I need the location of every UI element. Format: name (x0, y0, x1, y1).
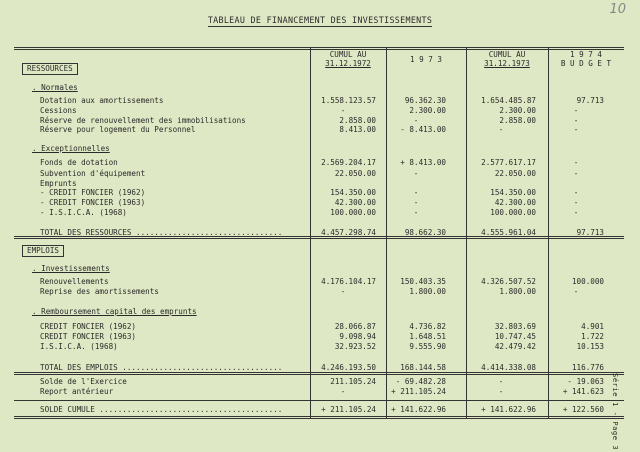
page-title: TABLEAU DE FINANCEMENT DES INVESTISSEMENTS (207, 15, 433, 25)
cell-c4: - (573, 158, 579, 167)
cell-c2: 1.800.00 (409, 287, 446, 296)
cell-c4: - (573, 208, 579, 217)
cell-c2: 2.300.00 (409, 106, 446, 115)
cell-c1: 1.558.123.57 (321, 96, 376, 105)
cell-c2: + 211.105.24 (391, 387, 446, 396)
cell-c2: - (413, 169, 419, 178)
row-label: - I.S.I.C.A. (1968) (40, 208, 127, 217)
cell-c3: - (498, 377, 504, 386)
cell-c3: 10.747.45 (494, 332, 536, 341)
cell-c4: 100.000 (571, 277, 604, 286)
cell-c1: 4.246.193.50 (321, 363, 376, 372)
cell-c4: 10.153 (576, 342, 604, 351)
cell-c4: - (573, 106, 579, 115)
cell-c1: 28.066.87 (334, 322, 376, 331)
cell-c1: 42.300.00 (334, 198, 376, 207)
cell-c3: 42.300.00 (494, 198, 536, 207)
cell-c4: - (573, 287, 579, 296)
cell-c3: 1.654.485.87 (481, 96, 536, 105)
cell-c3: 42.479.42 (494, 342, 536, 351)
cell-c3: 2.858.00 (499, 116, 536, 125)
cell-c4: + 122.560 (562, 405, 604, 414)
cell-c2: 150.403.35 (400, 277, 446, 286)
row-label: - CREDIT FONCIER (1963) (40, 198, 146, 207)
cell-c2: 98.662.30 (404, 228, 446, 237)
cell-c4: - 19.063 (567, 377, 604, 386)
cell-c3: 4.326.507.52 (481, 277, 536, 286)
row-label: Reprise des amortissements (40, 287, 159, 296)
cell-c2: 168.144.58 (400, 363, 446, 372)
row-label: Renouvellements (40, 277, 109, 286)
row-label: Report antérieur (40, 387, 114, 396)
cell-c2: 96.362.30 (404, 96, 446, 105)
row-label: - CREDIT FONCIER (1962) (40, 188, 146, 197)
cell-c4: - (573, 116, 579, 125)
row-label: TOTAL DES EMPLOIS ................................... (40, 363, 283, 372)
cell-c3: 2.300.00 (499, 106, 536, 115)
cell-c3: 4.555.961.04 (481, 228, 536, 237)
cell-c4: + 141.623 (562, 387, 604, 396)
column-header-budget-1974: 1 9 7 4 B U D G E T (560, 50, 612, 68)
section-heading: . Investissements (32, 264, 110, 273)
cell-c2: - 69.482.28 (395, 377, 446, 386)
cell-c4: 97.713 (576, 96, 604, 105)
emplois-label: EMPLOIS (22, 245, 64, 257)
cell-c1: - (340, 287, 346, 296)
page-number: 10 (609, 2, 626, 17)
cell-c1: 211.105.24 (330, 377, 376, 386)
section-heading: . Normales (32, 83, 78, 92)
cell-c4: - (573, 188, 579, 197)
cell-c2: - (413, 198, 419, 207)
cell-c1: 4.457.298.74 (321, 228, 376, 237)
row-label: Solde de l'Exercice (40, 377, 127, 386)
cell-c3: + 141.622.96 (481, 405, 536, 414)
cell-c1: - (340, 387, 346, 396)
row-label: Réserve de renouvellement des immobilisations (40, 116, 246, 125)
row-label: Subvention d'équipement (40, 169, 146, 178)
cell-c1: 100.000.00 (330, 208, 376, 217)
cell-c3: 22.050.00 (494, 169, 536, 178)
row-label: Réserve pour logement du Personnel (40, 125, 196, 134)
cell-c2: 4.736.82 (409, 322, 446, 331)
row-label: Emprunts (40, 179, 77, 188)
cell-c2: + 8.413.00 (400, 158, 446, 167)
column-header-1973: 1 9 7 3 (409, 55, 442, 64)
cell-c3: 32.803.69 (494, 322, 536, 331)
row-label: CREDIT FONCIER (1962) (40, 322, 137, 331)
cell-c2: 1.648.51 (409, 332, 446, 341)
cell-c4: - (573, 125, 579, 134)
cell-c3: 1.800.00 (499, 287, 536, 296)
cell-c1: 2.569.204.17 (321, 158, 376, 167)
cell-c1: 154.350.00 (330, 188, 376, 197)
cell-c4: 116.776 (571, 363, 604, 372)
cell-c4: - (573, 169, 579, 178)
row-label: SOLDE CUMULE ........................................ (40, 405, 283, 414)
cell-c3: 2.577.617.17 (481, 158, 536, 167)
section-heading: . Exceptionnelles (32, 144, 110, 153)
row-label: I.S.I.C.A. (1968) (40, 342, 118, 351)
cell-c4: - (573, 198, 579, 207)
cell-c2: - (413, 116, 419, 125)
cell-c2: 9.555.90 (409, 342, 446, 351)
cell-c1: - (340, 106, 346, 115)
ressources-label: RESSOURCES (22, 63, 78, 75)
cell-c1: 4.176.104.17 (321, 277, 376, 286)
cell-c1: + 211.105.24 (321, 405, 376, 414)
cell-c1: 22.050.00 (334, 169, 376, 178)
cell-c1: 8.413.00 (339, 125, 376, 134)
row-label: CREDIT FONCIER (1963) (40, 332, 137, 341)
cell-c2: - (413, 188, 419, 197)
cell-c2: + 141.622.96 (391, 405, 446, 414)
cell-c1: 2.858.00 (339, 116, 376, 125)
cell-c4: 4.901 (581, 322, 604, 331)
cell-c4: 97.713 (576, 228, 604, 237)
row-label: TOTAL DES RESSOURCES ................................ (40, 228, 283, 237)
cell-c1: 32.923.52 (334, 342, 376, 351)
cell-c1: 9.098.94 (339, 332, 376, 341)
column-header-cumul-1973: CUMUL AU 31.12.1973 (484, 50, 530, 68)
row-label: Cessions (40, 106, 77, 115)
cell-c4: 1.722 (581, 332, 604, 341)
row-label: Dotation aux amortissements (40, 96, 164, 105)
cell-c3: - (498, 387, 504, 396)
section-heading: . Remboursement capital des emprunts (32, 307, 197, 316)
cell-c3: 4.414.338.08 (481, 363, 536, 372)
row-label: Fonds de dotation (40, 158, 118, 167)
column-header-cumul-1972: CUMUL AU 31.12.1972 (325, 50, 371, 68)
cell-c2: - (413, 208, 419, 217)
side-label: Série 1 - Page 3 (611, 373, 620, 451)
cell-c3: 100.000.00 (490, 208, 536, 217)
cell-c3: - (498, 125, 504, 134)
cell-c2: - 8.413.00 (400, 125, 446, 134)
cell-c3: 154.350.00 (490, 188, 536, 197)
